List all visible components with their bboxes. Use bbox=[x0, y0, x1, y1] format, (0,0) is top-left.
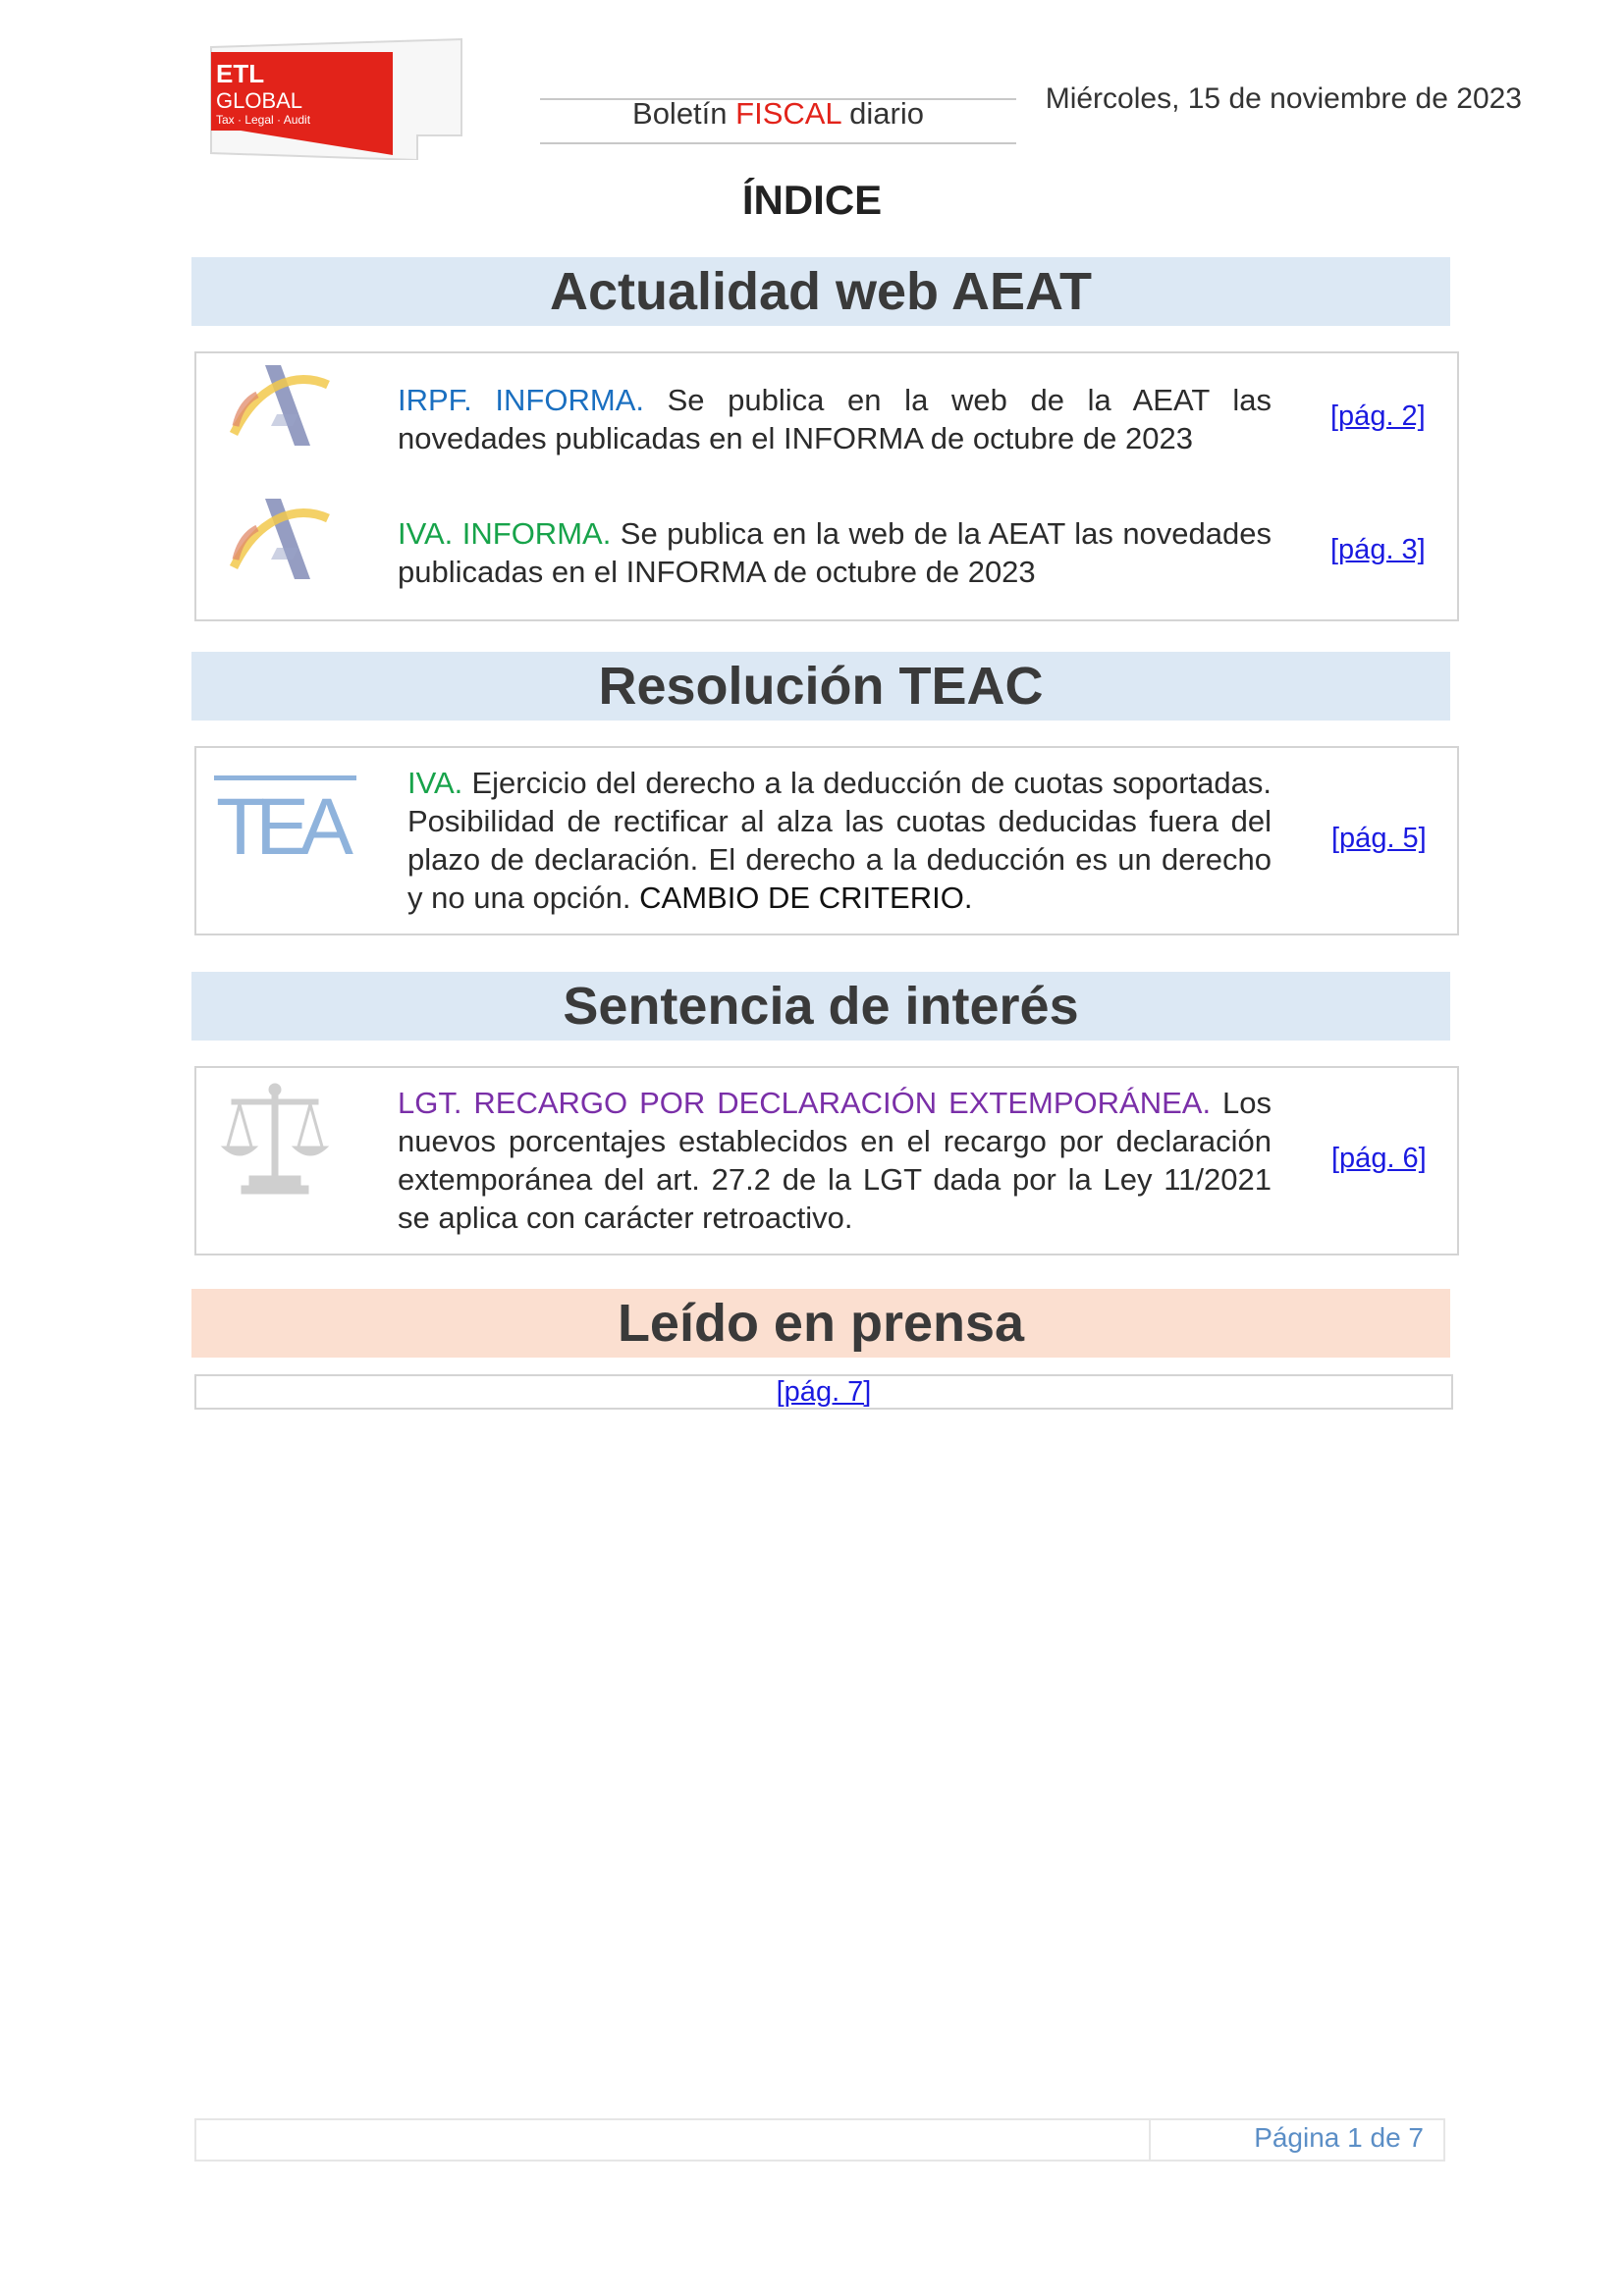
aeat-entries-box bbox=[194, 351, 1459, 621]
logo-line2: GLOBAL bbox=[216, 88, 303, 113]
sentencia-entry-page-link[interactable]: [pág. 6] bbox=[1331, 1143, 1427, 1174]
prensa-page-link[interactable]: [pág. 7] bbox=[776, 1375, 872, 1408]
sentencia-entry-box bbox=[194, 1066, 1459, 1255]
aeat-logo-icon bbox=[218, 355, 336, 454]
tea-logo-text: TEA bbox=[216, 782, 353, 864]
tea-logo-icon bbox=[214, 775, 356, 864]
sentencia-entry-body: Los nuevos porcentajes establecidos en el recargo por declaración extemporánea del art. 27.2 de la LGT dada por la Ley 11/2021 se aplica con carácter retroactivo. bbox=[398, 1086, 1272, 1235]
teac-entry-page-link[interactable]: [pág. 5] bbox=[1331, 823, 1427, 854]
teac-entry-body: Ejercicio del derecho a la deducción de cuotas soportadas. Posibilidad de rectificar al alza las cuotas deducidas fuera del plazo de declaración. El derecho a la deducción es un derecho y no una opción. bbox=[407, 766, 1272, 915]
footer-page-number: Página 1 de 7 bbox=[1254, 2122, 1424, 2153]
footer-divider bbox=[1149, 2118, 1151, 2162]
aeat-entry-1-lead: IRPF. INFORMA. bbox=[398, 383, 644, 417]
bulletin-suffix: diario bbox=[840, 96, 924, 131]
teac-entry-emphasis: CAMBIO DE CRITERIO. bbox=[639, 881, 973, 915]
aeat-entry-2-lead: IVA. INFORMA. bbox=[398, 516, 612, 551]
sentencia-entry-lead: LGT. RECARGO POR DECLARACIÓN EXTEMPORÁNEA. bbox=[398, 1086, 1212, 1120]
prensa-link-box bbox=[194, 1374, 1453, 1410]
aeat-entry-2-text bbox=[398, 514, 1272, 591]
logo-line1: ETL bbox=[216, 59, 265, 88]
section-header-teac: Resolución TEAC bbox=[191, 652, 1450, 721]
scales-icon bbox=[216, 1078, 334, 1201]
section-header-sentencia: Sentencia de interés bbox=[191, 972, 1450, 1041]
teac-entry-text bbox=[407, 764, 1272, 917]
sentencia-entry-text bbox=[398, 1084, 1272, 1237]
bulletin-accent: FISCAL bbox=[735, 96, 841, 131]
header-rule-bottom bbox=[540, 142, 1016, 144]
section-header-prensa: Leído en prensa bbox=[191, 1289, 1450, 1358]
bulletin-title bbox=[540, 96, 1016, 132]
teac-entry-lead: IVA. bbox=[407, 766, 463, 800]
aeat-entry-2-page-link[interactable]: [pág. 3] bbox=[1330, 534, 1426, 565]
etl-global-logo bbox=[201, 37, 466, 160]
bulletin-prefix: Boletín bbox=[632, 96, 736, 131]
aeat-entry-2-body: Se publica en la web de la AEAT las novedades publicadas en el INFORMA de octubre de 2023 bbox=[398, 516, 1272, 589]
logo-line3: Tax · Legal · Audit bbox=[216, 113, 311, 127]
aeat-entry-1-page-link[interactable]: [pág. 2] bbox=[1330, 400, 1426, 432]
aeat-entry-1-body: Se publica en la web de la AEAT las novedades publicadas en el INFORMA de octubre de 2023 bbox=[398, 383, 1272, 455]
bulletin-date: Miércoles, 15 de noviembre de 2023 bbox=[1045, 82, 1522, 115]
aeat-logo-icon bbox=[218, 489, 336, 587]
aeat-entry-1-text bbox=[398, 381, 1272, 457]
index-title: ÍNDICE bbox=[741, 177, 883, 223]
teac-entry-box bbox=[194, 746, 1459, 935]
section-header-aeat: Actualidad web AEAT bbox=[191, 257, 1450, 326]
